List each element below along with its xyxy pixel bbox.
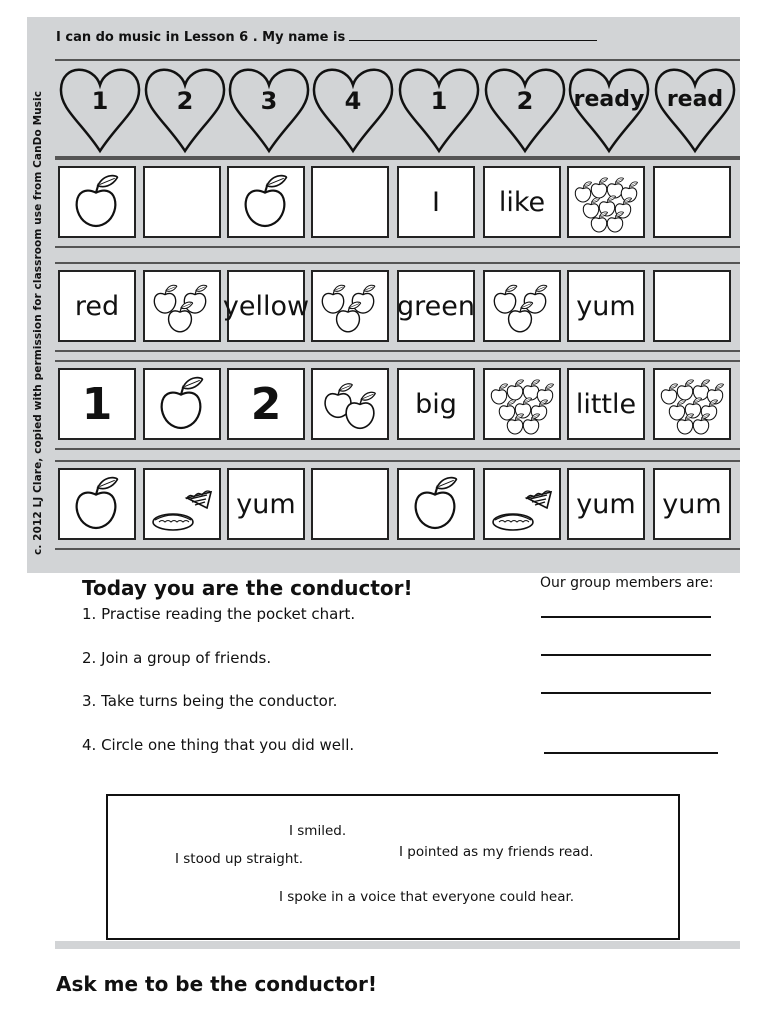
word-card bbox=[397, 368, 475, 440]
word-card bbox=[653, 468, 731, 540]
option-stood-up-straight[interactable]: I stood up straight. bbox=[175, 851, 304, 867]
pocket-row-3 bbox=[55, 360, 740, 450]
picture-card bbox=[143, 368, 221, 440]
step-1: 1. Practise reading the pocket chart. bbox=[82, 605, 356, 623]
step-4: 4. Circle one thing that you did well. bbox=[82, 736, 355, 754]
picture-card bbox=[58, 468, 136, 540]
card-word: I bbox=[432, 186, 440, 218]
pocket-row-2 bbox=[55, 262, 740, 352]
picture-card bbox=[311, 368, 389, 440]
group-member-line[interactable] bbox=[541, 654, 711, 656]
apple-icon bbox=[399, 470, 473, 538]
name-blank[interactable] bbox=[349, 28, 597, 41]
step-3: 3. Take turns being the conductor. bbox=[82, 692, 338, 710]
apple-icon bbox=[60, 470, 134, 538]
word-card bbox=[567, 270, 645, 342]
card-word: yum bbox=[662, 488, 722, 520]
heart-label: ready bbox=[573, 87, 645, 112]
card-word: yum bbox=[576, 488, 636, 520]
word-card bbox=[58, 368, 136, 440]
picture-card bbox=[653, 368, 731, 440]
heart-label: 1 bbox=[91, 87, 109, 115]
apple-pile-icon bbox=[655, 370, 729, 438]
word-card bbox=[58, 270, 136, 342]
apple-icon bbox=[145, 370, 219, 438]
picture-card bbox=[143, 270, 221, 342]
header-text: I can do music in Lesson 6 . My name is bbox=[56, 30, 346, 45]
apple-icon bbox=[229, 168, 303, 236]
blank-card bbox=[311, 468, 389, 540]
three-apples-icon bbox=[485, 272, 559, 340]
heart-8 bbox=[653, 61, 737, 156]
heart-5 bbox=[397, 61, 481, 156]
word-card bbox=[483, 166, 561, 238]
heart-2 bbox=[143, 61, 227, 156]
three-apples-icon bbox=[313, 272, 387, 340]
group-members-label: Our group members are: bbox=[540, 575, 714, 591]
hearts-row bbox=[55, 59, 740, 158]
word-card bbox=[222, 270, 310, 342]
apple-icon bbox=[60, 168, 134, 236]
card-word: green bbox=[397, 290, 475, 322]
card-word: 2 bbox=[250, 378, 282, 430]
picture-card bbox=[58, 166, 136, 238]
blank-card bbox=[311, 166, 389, 238]
word-card bbox=[567, 468, 645, 540]
card-word: big bbox=[415, 388, 457, 420]
word-card bbox=[227, 368, 305, 440]
heart-label: 2 bbox=[516, 87, 534, 115]
card-word: yum bbox=[576, 290, 636, 322]
card-word: yum bbox=[236, 488, 296, 520]
conductor-title: Today you are the conductor! bbox=[82, 576, 413, 600]
two-apples-icon bbox=[313, 370, 387, 438]
card-word: like bbox=[498, 186, 546, 218]
pocket-row-4 bbox=[55, 460, 740, 550]
word-card bbox=[227, 468, 305, 540]
picture-card bbox=[397, 468, 475, 540]
card-word: yellow bbox=[222, 290, 310, 322]
option-spoke-loudly[interactable]: I spoke in a voice that everyone could hear. bbox=[279, 889, 575, 905]
picture-card bbox=[483, 468, 561, 540]
group-member-line[interactable] bbox=[541, 692, 711, 694]
pie-icon bbox=[145, 470, 219, 538]
heart-label: read bbox=[666, 87, 724, 112]
copyright-credit: c. 2012 LJ Clare, copied with permission for classroom use from CanDo Music bbox=[32, 90, 44, 555]
heart-label: 3 bbox=[260, 87, 278, 115]
three-apples-icon bbox=[145, 272, 219, 340]
blank-card bbox=[653, 270, 731, 342]
ask-conductor-text: Ask me to be the conductor! bbox=[56, 972, 377, 996]
card-word: red bbox=[74, 290, 120, 322]
heart-label: 2 bbox=[176, 87, 194, 115]
worksheet-header bbox=[56, 28, 597, 45]
picture-card bbox=[311, 270, 389, 342]
word-card bbox=[397, 270, 475, 342]
group-member-line[interactable] bbox=[544, 752, 718, 754]
pie-icon bbox=[485, 470, 559, 538]
step-2: 2. Join a group of friends. bbox=[82, 649, 272, 667]
heart-6 bbox=[483, 61, 567, 156]
picture-card bbox=[567, 166, 645, 238]
picture-card bbox=[227, 166, 305, 238]
apple-pile-icon bbox=[569, 168, 643, 236]
footer-bar bbox=[55, 941, 740, 949]
picture-card bbox=[143, 468, 221, 540]
word-card bbox=[397, 166, 475, 238]
picture-card bbox=[483, 368, 561, 440]
heart-label: 1 bbox=[430, 87, 448, 115]
blank-card bbox=[143, 166, 221, 238]
self-assessment-box bbox=[106, 794, 680, 940]
heart-3 bbox=[227, 61, 311, 156]
word-card bbox=[567, 368, 645, 440]
option-pointed[interactable]: I pointed as my friends read. bbox=[399, 844, 594, 860]
picture-card bbox=[483, 270, 561, 342]
heart-1 bbox=[58, 61, 142, 156]
group-member-line[interactable] bbox=[541, 616, 711, 618]
heart-label: 4 bbox=[344, 87, 362, 115]
card-word: little bbox=[575, 388, 637, 420]
blank-card bbox=[653, 166, 731, 238]
heart-7 bbox=[567, 61, 651, 156]
pocket-row-1 bbox=[55, 158, 740, 248]
card-word: 1 bbox=[81, 378, 113, 430]
apple-pile-icon bbox=[485, 370, 559, 438]
heart-4 bbox=[311, 61, 395, 156]
option-smiled[interactable]: I smiled. bbox=[289, 823, 347, 839]
